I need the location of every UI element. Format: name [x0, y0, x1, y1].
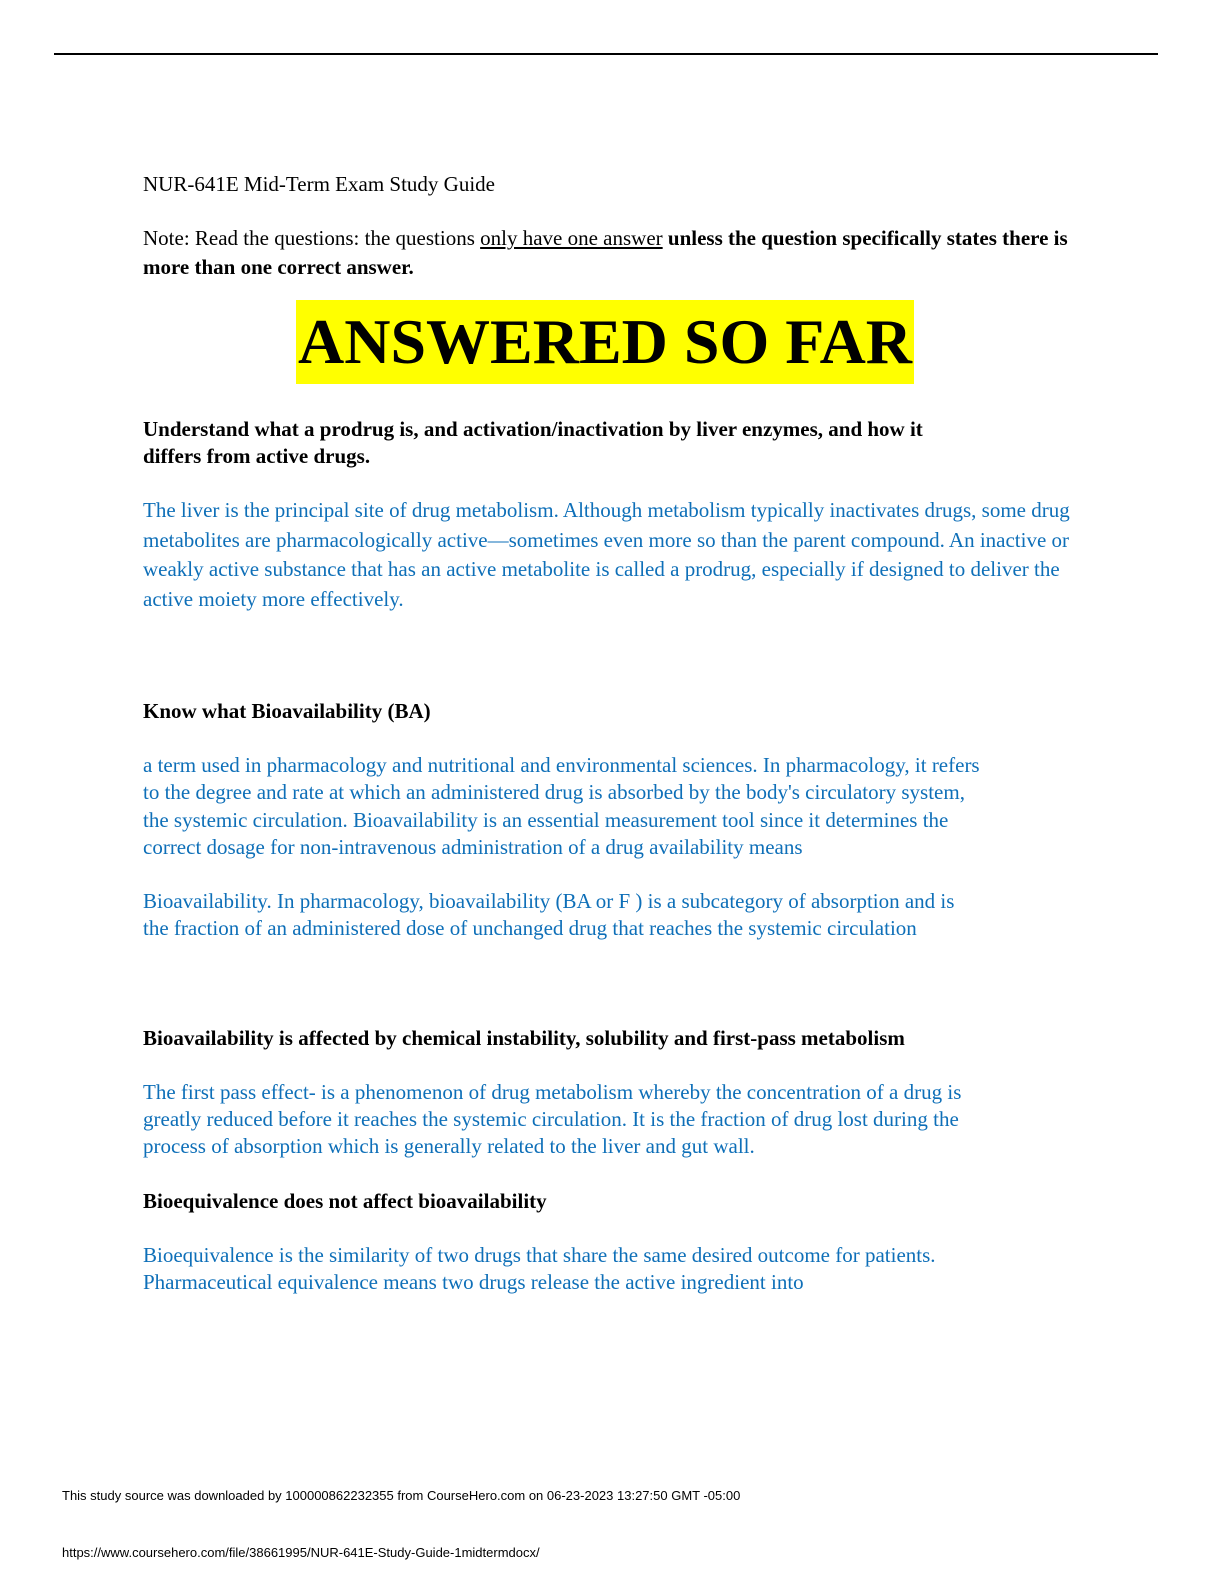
note-bold: unless the question specifically states there is more than one correct answer.: [143, 226, 1068, 279]
answer-bioavailability-definition: Bioavailability. In pharmacology, bioavailability (BA or F ) is a subcategory of absorption and is the fraction of an administered dose of unchanged drug that reaches the systemic circulation: [143, 889, 955, 941]
answer-bioavailability-term: a term used in pharmacology and nutritional and environmental sciences. In pharmacology, it refers to the degree and rate at which an administered drug is absorbed by the body's circulatory system, the systemic circulation. Bioavailability is an essential measurement tool since it determines the correct dosage for non-intravenous administration of a drug availability means: [143, 753, 980, 859]
answer-prodrug: The liver is the principal site of drug metabolism. Although metabolism typically inactivates drugs, some drug metabolites are pharmacologically active—sometimes even more so than the parent compound. An inactive or weakly active substance that has an active metabolite is called a prodrug, especially if designed to deliver the active moiety more effectively.: [143, 498, 1070, 611]
page-top-rule: [54, 53, 1158, 55]
section-heading-first-pass: Bioavailability is affected by chemical instability, solubility and first-pass metabolism: [143, 1025, 905, 1050]
answer-bioequivalence: Bioequivalence is the similarity of two drugs that share the same desired outcome for patients. Pharmaceutical equivalence means two drugs release the active ingredient into: [143, 1242, 936, 1294]
answered-banner: ANSWERED SO FAR: [296, 300, 914, 384]
download-notice: This study source was downloaded by 100000862232355 from CourseHero.com on 06-23-2023 13:27:50 GMT -05:00: [62, 1488, 741, 1503]
banner-container: [143, 300, 1067, 384]
document-body: [143, 170, 1083, 1296]
section-heading-bioavailability: Know what Bioavailability (BA): [143, 699, 431, 723]
section-heading-prodrug: Understand what a prodrug is, and activation/inactivation by liver enzymes, and how it differs from active drugs.: [143, 417, 923, 468]
document-title: NUR-641E Mid-Term Exam Study Guide: [143, 172, 495, 196]
section-heading-bioequivalence: Bioequivalence does not affect bioavailability: [143, 1188, 547, 1213]
source-url[interactable]: https://www.coursehero.com/file/38661995/NUR-641E-Study-Guide-1midtermdocx/: [62, 1545, 540, 1560]
note-underlined: only have one answer: [480, 226, 663, 250]
note-prefix: Note: Read the questions: the questions: [143, 226, 481, 250]
answer-first-pass: The first pass effect- is a phenomenon of drug metabolism whereby the concentration of a drug is greatly reduced before it reaches the systemic circulation. It is the fraction of drug lost during the process of absorption which is generally related to the liver and gut wall.: [143, 1079, 962, 1159]
instruction-note: [143, 224, 1083, 282]
